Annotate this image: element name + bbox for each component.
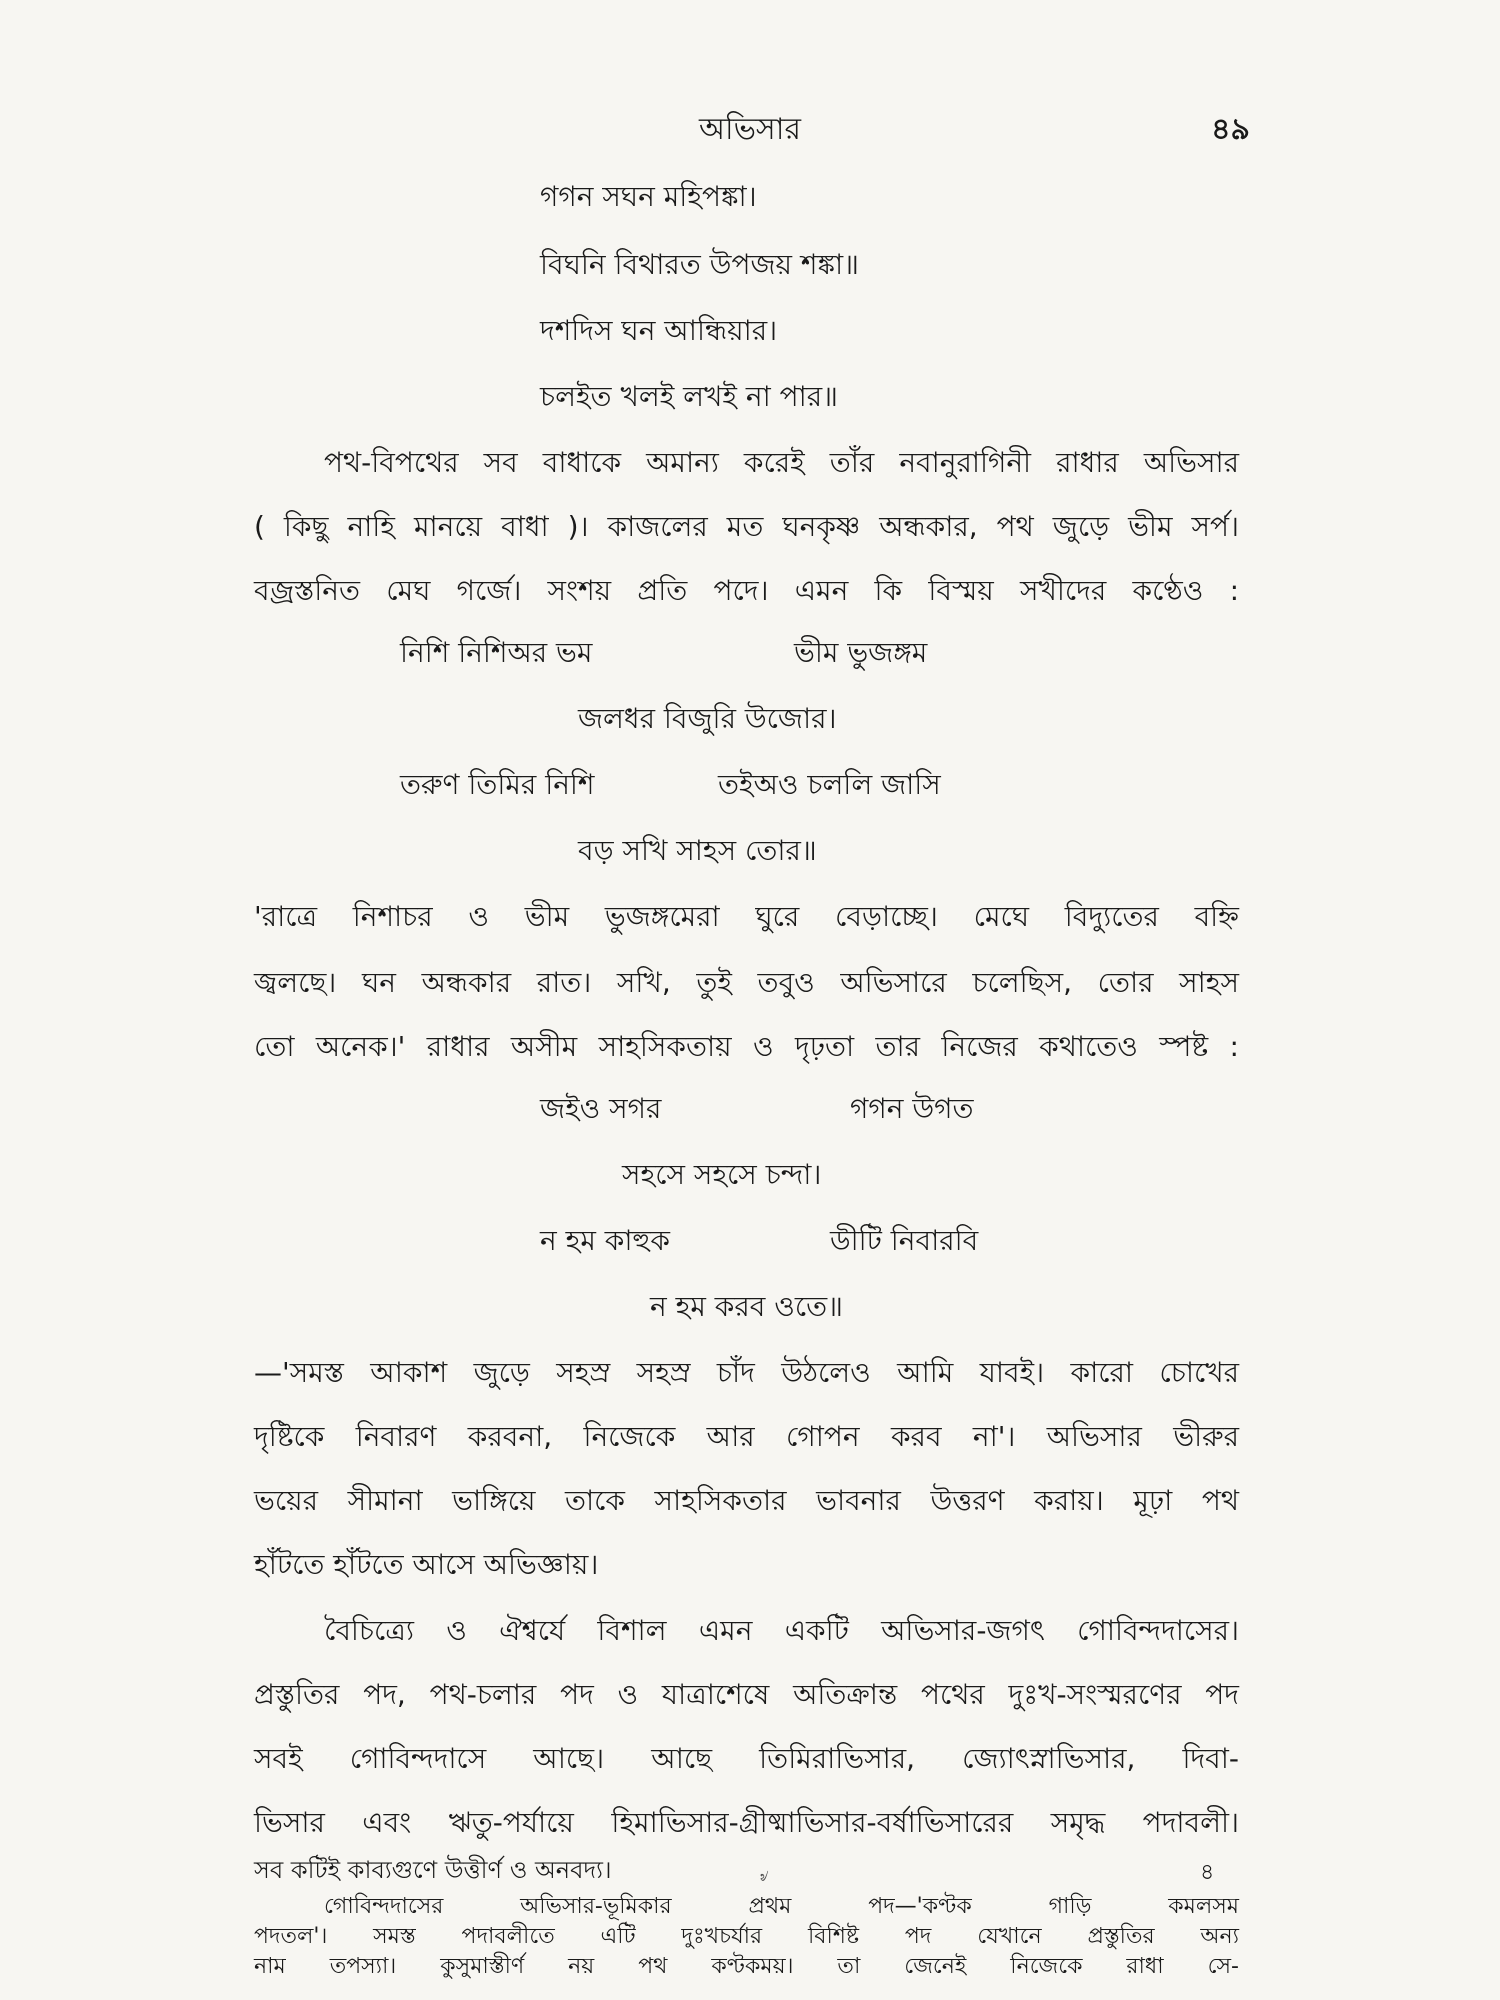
verse-line: গগন সঘন মহিপঙ্কা। — [540, 180, 757, 213]
paragraph-line: 'রাত্রে নিশাচর ও ভীম ভুজঙ্গমেরা ঘুরে বেড়াচ্ছে। মেঘে বিদ্যুতের বহ্নি — [254, 900, 1239, 933]
verse-line: বড় সখি সাহস তোর॥ — [578, 834, 817, 867]
footer-mark: ৶ — [760, 1866, 769, 1885]
verse-line: নিশি নিশিঅর ভম — [400, 636, 593, 669]
running-header-title: অভিসার — [699, 112, 801, 147]
paragraph-line: ভিসার এবং ঋতু-পর্যায়ে হিমাভিসার-গ্রীষ্মাভিসার-বর্ষাভিসারের সমৃদ্ধ পদাবলী। — [254, 1806, 1239, 1839]
paragraph-line: পদতল'। সমস্ত পদাবলীতে এটি দুঃখচর্যার বিশিষ্ট পদ যেখানে প্রস্তুতির অন্য — [254, 1924, 1239, 1949]
paragraph-line: হাঁটতে হাঁটতে আসে অভিজ্ঞায়। — [254, 1548, 599, 1581]
paragraph-line: বজ্রস্তনিত মেঘ গর্জে। সংশয় প্রতি পদে। এমন কি বিস্ময় সখীদের কণ্ঠেও : — [254, 574, 1239, 607]
paragraph-line: বৈচিত্র্যে ও ঐশ্বর্যে বিশাল এমন একটি অভিসার-জগৎ গোবিন্দদাসের। — [324, 1614, 1239, 1647]
verse-line: দশদিস ঘন আন্ধিয়ার। — [540, 314, 778, 347]
paragraph-line: গোবিন্দদাসের অভিসার-ভূমিকার প্রথম পদ—'কণ্টক গাড়ি কমলসম — [324, 1894, 1239, 1919]
verse-line: ন হম কাহুক — [540, 1224, 670, 1257]
paragraph-line: দৃষ্টিকে নিবারণ করবনা, নিজেকে আর গোপন করব না'। অভিসার ভীরুর — [254, 1420, 1239, 1453]
verse-line: জলধর বিজুরি উজোর। — [578, 702, 837, 735]
page-number: ৪৯ — [1211, 112, 1250, 147]
paragraph-line: সব কটিই কাব্যগুণে উত্তীর্ণ ও অনবদ্য। — [254, 1856, 612, 1884]
paragraph-line: —'সমস্ত আকাশ জুড়ে সহস্র সহস্র চাঁদ উঠলেও আমি যাবই। কারো চোখের — [254, 1356, 1239, 1389]
verse-line: ন হম করব ওতে॥ — [650, 1290, 843, 1323]
verse-line: সহসে সহসে চন্দা। — [622, 1158, 822, 1191]
paragraph-line: তো অনেক।' রাধার অসীম সাহসিকতায় ও দৃঢ়তা তার নিজের কথাতেও স্পষ্ট : — [254, 1030, 1239, 1063]
verse-line: ভীম ভুজঙ্গম — [794, 636, 928, 669]
footer-signature: ৪ — [1200, 1860, 1215, 1885]
paragraph-line: ভয়ের সীমানা ভাঙ্গিয়ে তাকে সাহসিকতার ভাবনার উত্তরণ করায়। মূঢ়া পথ — [254, 1484, 1239, 1517]
verse-line: চলইত খলই লখই না পার॥ — [540, 380, 838, 413]
paragraph-line: সবই গোবিন্দদাসে আছে। আছে তিমিরাভিসার, জ্যোৎস্নাভিসার, দিবা- — [254, 1742, 1239, 1775]
paragraph-line: ( কিছু নাহি মানয়ে বাধা )। কাজলের মত ঘনকৃষ্ণ অন্ধকার, পথ জুড়ে ভীম সর্প। — [254, 510, 1239, 543]
verse-line: বিঘনি বিথারত উপজয় শঙ্কা॥ — [540, 248, 859, 281]
paragraph-line: প্রস্তুতির পদ, পথ-চলার পদ ও যাত্রাশেষে অতিক্রান্ত পথের দুঃখ-সংস্মরণের পদ — [254, 1678, 1239, 1711]
paragraph-line: পথ-বিপথের সব বাধাকে অমান্য করেই তাঁর নবানুরাগিনী রাধার অভিসার — [324, 446, 1239, 479]
verse-line: ডীটি নিবারবি — [830, 1224, 979, 1257]
verse-line: জইও সগর — [540, 1092, 662, 1125]
paragraph-line: নাম তপস্যা। কুসুমাস্তীর্ণ নয় পথ কণ্টকময়। তা জেনেই নিজেকে রাধা সে- — [254, 1954, 1239, 1979]
paragraph-line: জ্বলছে। ঘন অন্ধকার রাত। সখি, তুই তবুও অভিসারে চলেছিস, তোর সাহস — [254, 966, 1239, 999]
verse-line: তরুণ তিমির নিশি — [400, 768, 595, 801]
verse-line: গগন উগত — [850, 1092, 974, 1125]
verse-line: তইঅও চললি জাসি — [718, 768, 941, 801]
